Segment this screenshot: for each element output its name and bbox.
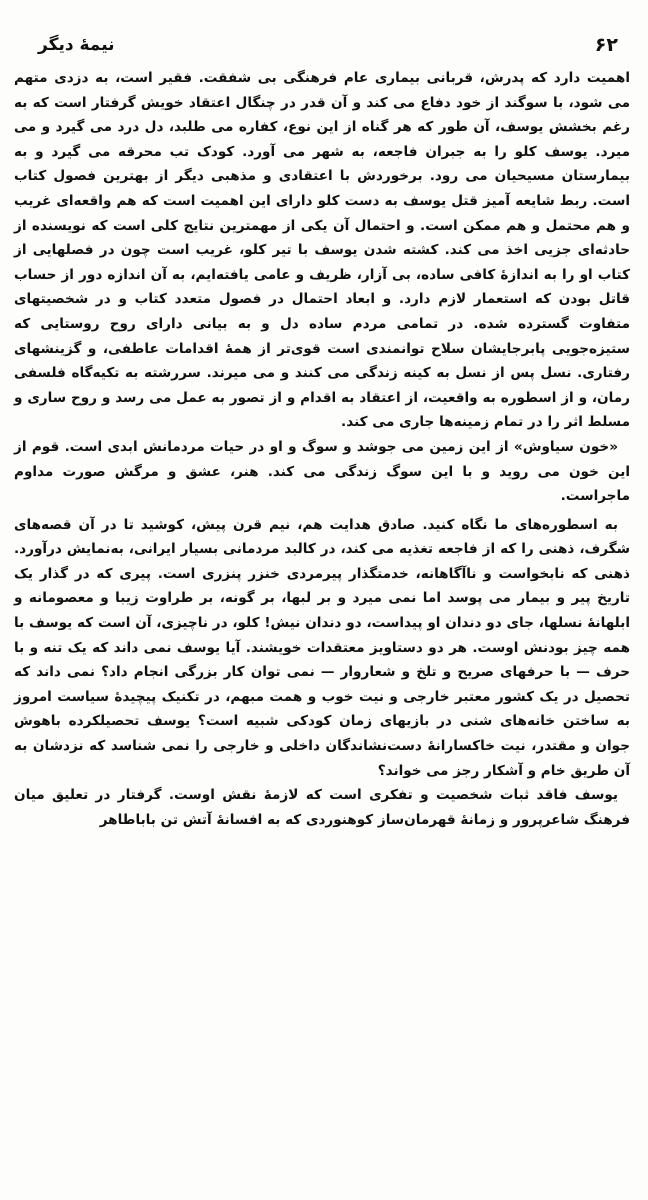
- running-title: نیمهٔ دیگر: [38, 35, 115, 55]
- paragraph: اهمیت دارد که پدرش، قربانی بیماری عام فرهنگی بی شفقت. فقیر است، به دزدی متهم می شود، با سوگند از خود دفاع می کند و آن قدر در چنگال اعتقاد خویش گرفتار است که به رغم بخشش یوسف، آن طور که هر گناه از این نوع، کفاره می طلبد، دل درد می گیرد و می میرد. یوسف کلو را به جبران فاجعه، به شهر می آورد. کودک تب محرقه می گیرد و به بیمارستان مسیحیان می رود. برخوردش با اعتقادی و مذهبی دیگر از بهترین فصول کتاب است. ربط شایعه آمیز قتل یوسف به دست کلو دارای این اهمیت است که هم واقعه‌ای غریب و هم محتمل و هم ممکن است. و احتمال آن یکی از مهمترین نتایج کلی است که نویسنده از حادثه‌ای جزیی اخذ می کند. کشته شدن یوسف با تیر کلو، غریب است چون در فصلهایی از کتاب او را به اندازهٔ کافی ساده، بی آزار، ظریف و عامی یافته‌ایم، به آن اندازه دور از حساب قاتل بودن که استعمار لازم دارد. و ابعاد احتمال در فصول متعدد کتاب و در شخصیتهای متفاوت گسترده شده. در تمامی مردم ساده دل و به بیانی دارای روح روستایی که ستیزه‌جویی پابرجایشان سلاح توانمندی است قوی‌تر از همهٔ اقدامات عاطفی، و گزینشهای رفتاری. نسل پس از نسل به کینه زندگی می کنند و می میرند. سررشته به تکیه‌گاه فلسفی رمان، و از اسطوره به واقعیت، از اعتقاد به اقدام و از تصور به عمل می رسد و روح ساری و مسلط اثر را در تمام زمینه‌ها جاری می کند.: [14, 70, 630, 431]
- page-number: ۶۲: [594, 34, 618, 56]
- page-header: [38, 30, 618, 60]
- paragraph: یوسف فاقد ثبات شخصیت و تفکری است که لازمهٔ نقش اوست. گرفتار در تعلیق میان فرهنگ شاعرپرور و زمانهٔ قهرمان‌ساز کوهنوردی که به افسانهٔ آتش تن باباطاهر: [14, 787, 630, 828]
- body-text: [14, 66, 630, 832]
- paragraph: به اسطوره‌های ما نگاه کنید. صادق هدایت هم، نیم قرن پیش، کوشید تا در آن قصه‌های شگرف، ذهنی را که از فاجعه تغذیه می کند، در کالبد مردمانی بسیار ایرانی، به‌نمایش درآورد. ذهنی که نابخواست و ناآگاهانه، خدمتگذار پیرمردی خنزر پنزری است. پیری که در گذار یک تاریخ پیر و بیمار می پوسد اما نمی میرد و بر لبها، بر گونه، بر طراوت زیبا و معصومانه و ابلهانهٔ نسلها، جای دو دندان او پیداست، دو دندان نیش! کلو، در ناچیزی، آن است که یوسف با همه چیز بودنش اوست. هر دو دستاویز معتقدات خویشند. آیا یوسف نمی داند که یک تنه و با حرف — با حرفهای صریح و تلخ و شعاروار — نمی توان کار بزرگی انجام داد؟ نمی داند که تحصیل در یک کشور معتبر خارجی و نیت خوب و همت مبهم، در تکنیک پیچیدهٔ سیاست امروز به ساختن خانه‌های شنی در بازیهای زمان کودکی شبیه است؟ یوسف تحصیلکرده باهوش جوان و مقتدر، نیت خاکسارانهٔ دست‌نشاندگان داخلی و خارجی را نمی شناسد که نزدشان به آن طریق خام و آشکار رجز می خواند؟: [14, 516, 630, 779]
- paragraph: «خون سیاوش» از این زمین می جوشد و سوگ و او در حیات مردمانش ابدی است. قوم از این خون می روید و با این سوگ زندگی می کند. هنر، عشق و مرگش صورت مداوم ماجراست.: [14, 438, 630, 505]
